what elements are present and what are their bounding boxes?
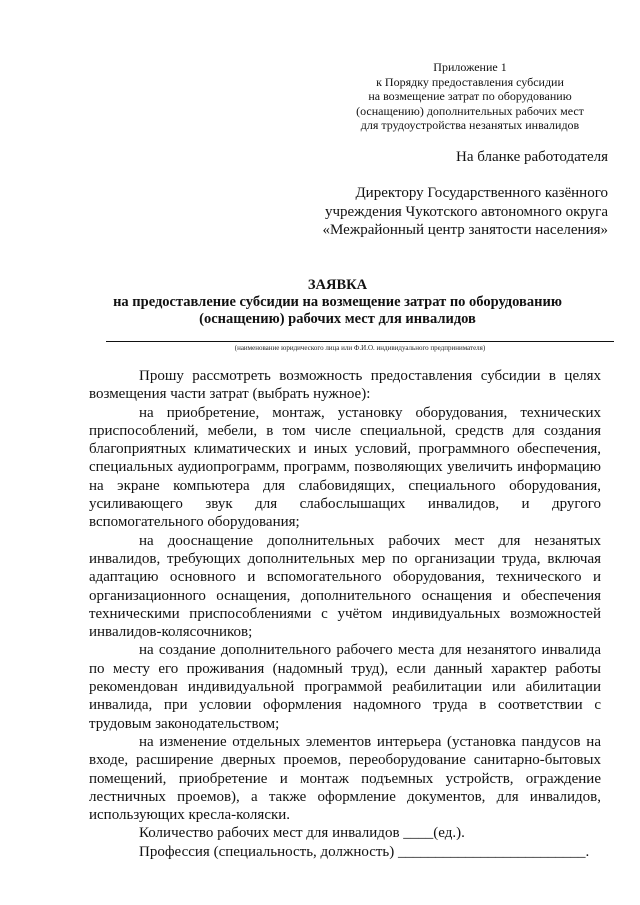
option-additional-equipping: на дооснащение дополнительных рабочих мест для незанятых инвалидов, требующих дополнительных мер по организации труда, включая адаптацию основного и вспомогательного оборудования, технического и организационного оснащения, дополнительного оснащения и обеспечения техническими приспособлениями с учётом индивидуальных возможностей инвалидов-колясочников; — [89, 532, 601, 641]
intro-paragraph: Прошу рассмотреть возможность предоставления субсидии в целях возмещения части затрат (выбрать нужное): — [89, 368, 601, 403]
title-line: (оснащению) рабочих мест для инвалидов — [199, 311, 476, 327]
addressee-line: учреждения Чукотского автономного округа — [324, 203, 608, 220]
appendix-line: на возмещение затрат по оборудованию — [368, 89, 572, 103]
addressee-block — [268, 184, 608, 240]
applicant-name-line — [106, 341, 614, 342]
appendix-line: Приложение 1 — [433, 60, 507, 74]
application-body — [89, 367, 601, 861]
addressee-line: Директору Государственного казённого — [355, 185, 608, 201]
addressee-line: «Межрайонный центр занятости населения» — [322, 222, 608, 238]
workplaces-count-field: Количество рабочих мест для инвалидов ____(ед.). — [139, 825, 465, 842]
document-title — [60, 277, 615, 328]
option-home-workplace: на создание дополнительного рабочего места для незанятого инвалида по месту его проживания (надомный труд), если данный характер работы рекомендован индивидуальной программой реабилитации или абилитации инвалида, при условии оформления надомного труда в соответствии с трудовым законодательством; — [89, 642, 601, 732]
appendix-reference — [320, 60, 620, 133]
appendix-line: к Порядку предоставления субсидии — [376, 74, 564, 89]
appendix-line: для трудоустройства незанятых инвалидов — [360, 118, 580, 132]
title-line: на предоставление субсидии на возмещение затрат по оборудованию — [113, 294, 562, 310]
profession-field: Профессия (специальность, должность) _________________________. — [139, 843, 590, 860]
letterhead-note: На бланке работодателя — [455, 149, 608, 165]
title-heading: ЗАЯВКА — [307, 277, 368, 293]
applicant-name-caption: (наименование юридического лица или Ф.И.О. индивидуального предпринимателя) — [234, 344, 486, 352]
appendix-line: (оснащению) дополнительных рабочих мест — [356, 103, 584, 118]
option-equipment: на приобретение, монтаж, установку оборудования, технических приспособлений, мебели, в том числе специальной, средств для создания благоприятных климатических и иных условий, программного обеспечения, специальных аудиопрограмм, программ, позволяющих увеличить информацию на экране компьютера для слабовидящих, специального оборудования, усиливающего звук для слабослышащих инвалидов, и другого вспомогательного оборудования; — [89, 404, 601, 531]
option-interior-changes: на изменение отдельных элементов интерьера (установка пандусов на входе, расширение дверных проемов, переоборудование санитарно-бытовых помещений, приобретение и монтаж подъемных устройств, ограждение лестничных проемов), а также оформление документов, для инвалидов, использующих кресла-коляски. — [89, 733, 601, 824]
